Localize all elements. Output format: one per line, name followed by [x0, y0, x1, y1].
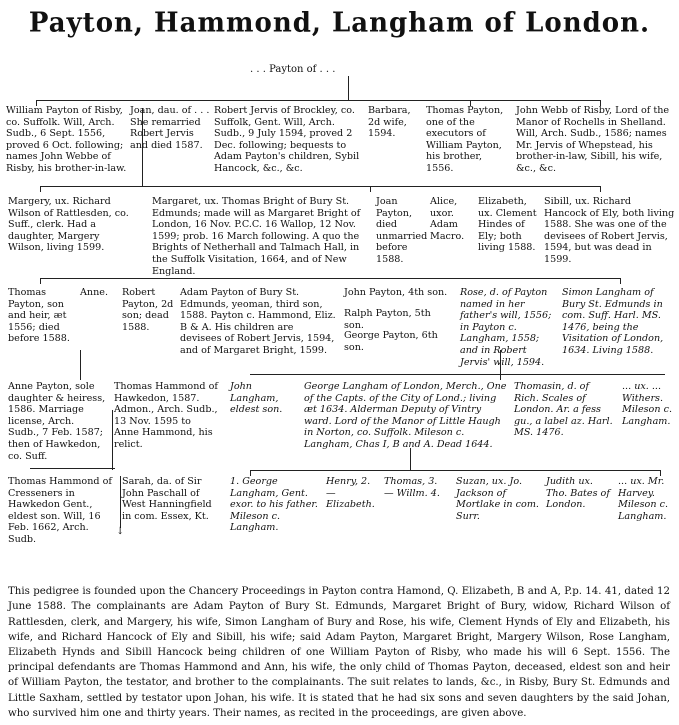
ralph-payton: Ralph Payton, 5th son.	[344, 308, 431, 331]
gen4-left-drop	[112, 410, 113, 470]
page-title: Payton, Hammond, Langham of London.	[28, 7, 651, 39]
gen2-bar	[40, 186, 600, 187]
gen3-left-drop	[80, 350, 81, 380]
anne-wife: Anne.	[80, 287, 109, 298]
alice: Alice, uxor. Adam Macro.	[430, 196, 465, 242]
thomas-hammond: Thomas Hammond of Hawkedon, 1587. Admon., Arch. Sudb., 13 Nov. 1595 to Anne Hammond, his relict.	[114, 381, 218, 450]
rose-payton: Rose, d. of Payton named in her father's will, 1556; in Payton c. Langham, 1558; and in Robert Jervis' will, 1594.	[460, 287, 552, 368]
margery: Margery, ux. Richard Wilson of Rattlesden, co. Suff., clerk. Had a daughter, Margery Wilson, living 1599.	[8, 196, 129, 254]
john-langham: John Langham, eldest son.	[230, 381, 283, 416]
gen2-tick-b	[370, 186, 371, 192]
robert-jervis: Robert Jervis of Brockley, co. Suffolk, Gent. Will, Arch. Sudb., 9 July 1594, proved 2 Dec. following; bequests to Adam Payton's children, Sybil Hancock, &c., &c.	[214, 105, 360, 174]
gen5-bar-left	[30, 468, 115, 469]
sarah-drop-line	[120, 476, 121, 528]
barbara: Barbara, 2d wife, 1594.	[368, 105, 411, 140]
elizabeth: Elizabeth, ux. Clement Hindes of Ely; both living 1588.	[478, 196, 537, 254]
gen2-tick-c	[600, 186, 601, 192]
simon-langham: Simon Langham of Bury St. Edmunds in com. Suff. Harl. MS. 1476, being the Visitation of London, 1634. Living 1588.	[562, 287, 664, 356]
harvey-langham: ... ux. Mr. Harvey. Mileson c. Langham.	[618, 476, 668, 522]
john-webb: John Webb of Risby, Lord of the Manor of Rochells in Shelland. Will, Arch. Sudb., 1586; names Mr. Jervis of Whepstead, his brother-in-law, Sibill, his wife, &c., &c.	[516, 105, 670, 174]
john-payton: John Payton, 4th son.	[344, 287, 448, 298]
root-drop-line	[348, 76, 349, 100]
william-payton: William Payton of Risby, co. Suffolk. Will, Arch. Sudb., 6 Sept. 1556, proved 6 Oct. following; names John Webbe of Risby, his brother-in-law.	[6, 105, 127, 174]
gen5-bar-right	[250, 470, 660, 471]
anne-payton-heiress: Anne Payton, sole daughter & heiress, 1586. Marriage license, Arch. Sudb., 7 Feb. 1587; then of Hawkedon, co. Suff.	[8, 381, 106, 462]
thomas-hammond-son: Thomas Hammond of Cresseners in Hawkedon Gent., eldest son. Will, 16 Feb. 1662, Arch. Sudb.	[8, 476, 112, 545]
withers: ... ux. ... Withers. Mileson c. Langham.	[622, 381, 672, 427]
henry-langham: Henry, 2. — Elizabeth.	[326, 476, 375, 511]
suzan-langham: Suzan, ux. Jo. Jackson of Mortlake in com. Surr.	[456, 476, 539, 522]
root-ancestor: . . . Payton of . . .	[250, 64, 336, 75]
robert-payton: Robert Payton, 2d son; dead 1588.	[122, 287, 174, 333]
pedigree-description: This pedigree is founded upon the Chancery Proceedings in Payton contra Hamond, Q. Elizabeth, B and A, P.p. 14. 41, dated 12 June 1588. The complainants are Adam Payton of Bury St. Edmunds, Margaret Bright of Bury, widow, Richard Wilson of Rattlesden, clerk, and Margery, his wife, Simon Langham of Bury and Rose, his wife, Clement Hynds of Ely and Elizabeth, his wife, and Richard Hancock of Ely and Sibill, his wife; said Adam Payton, Margaret Bright, Margery Wilson, Rose Langham, Elizabeth Hynds and Sibill Hancock being children of one William Payton of Risby, who made his will 6 Sept. 1556. The principal defendants are Thomas Hammond and Ann, his wife, the only child of Thomas Payton, deceased, eldest son and heir of William Payton, the testator, and brother to the complainants. The suit relates to lands, &c., in Risby, Bury St. Edmunds and Little Saxham, settled by testator upon Johan, his wife. It is stated that he had six sons and seven daughters by the said Johan, who survived him one and thirty years. Their names, as recited in the proceedings, are given above.	[8, 586, 670, 719]
gen1-bar	[36, 100, 601, 101]
thomas-payton-heir: Thomas Payton, son and heir, æt 1556; died before 1588.	[8, 287, 70, 345]
sarah-paschall: Sarah, da. of Sir John Paschall of West Hanningfield in com. Essex, Kt.	[122, 476, 212, 522]
margaret: Margaret, ux. Thomas Bright of Bury St. Edmunds; made will as Margaret Bright of London, 16 Nov. P.C.C. 16 Wallop, 12 Nov. 1599; prob. 16 March following. A quo the Brights of Netherhall and Talmach Hall, in the Suffolk Visitation, 1664, and of New England.	[152, 196, 361, 277]
sibill: Sibill, ux. Richard Hancock of Ely, both living 1588. She was one of the devisees of Robert Jervis, 1594, but was dead in 1599.	[544, 196, 675, 265]
adam-payton: Adam Payton of Bury St. Edmunds, yeoman, third son, 1588. Payton c. Hammond, Eliz. B & A. His children are devisees of Robert Jervis, 1594, and of Margaret Bright, 1599.	[180, 287, 336, 356]
thomasin-scales: Thomasin, d. of Rich. Scales of London. Ar. a fess gu., a label az. Harl. MS. 1476.	[514, 381, 613, 439]
george-langham-son: 1. George Langham, Gent. exor. to his father. Mileson c. Langham.	[230, 476, 318, 534]
joan-payton: Joan Payton, died unmarried before 1588.	[376, 196, 428, 265]
gen3-bar	[40, 278, 620, 279]
johan: Joan, dau. of . . . She remarried Robert Jervis and died 1587.	[130, 105, 210, 151]
gen4-right-drop	[410, 448, 411, 470]
gen3-tick-a	[40, 278, 41, 284]
gen4-bar-right	[250, 374, 665, 375]
continuation-arrow-icon: ↓	[116, 526, 125, 537]
judith-langham: Judith ux. Tho. Bates of London.	[546, 476, 610, 511]
thomas-langham: Thomas, 3. — Willm. 4.	[384, 476, 440, 499]
george-langham: George Langham of London, Merch., One of the Capts. of the City of Lond.; living æt 1634. Alderman Deputy of Vintry ward. Lord of the Manor of Little Haugh in Norton, co. Suffolk. Mileson c. Langham, Chas I, B and A. Dead 1644.	[304, 381, 507, 450]
thomas-payton-brother: Thomas Payton, one of the executors of William Payton, his brother, 1556.	[426, 105, 504, 174]
gen2-tick-a	[40, 186, 41, 192]
gen3-tick-b	[620, 278, 621, 284]
george-payton: George Payton, 6th son.	[344, 330, 438, 353]
